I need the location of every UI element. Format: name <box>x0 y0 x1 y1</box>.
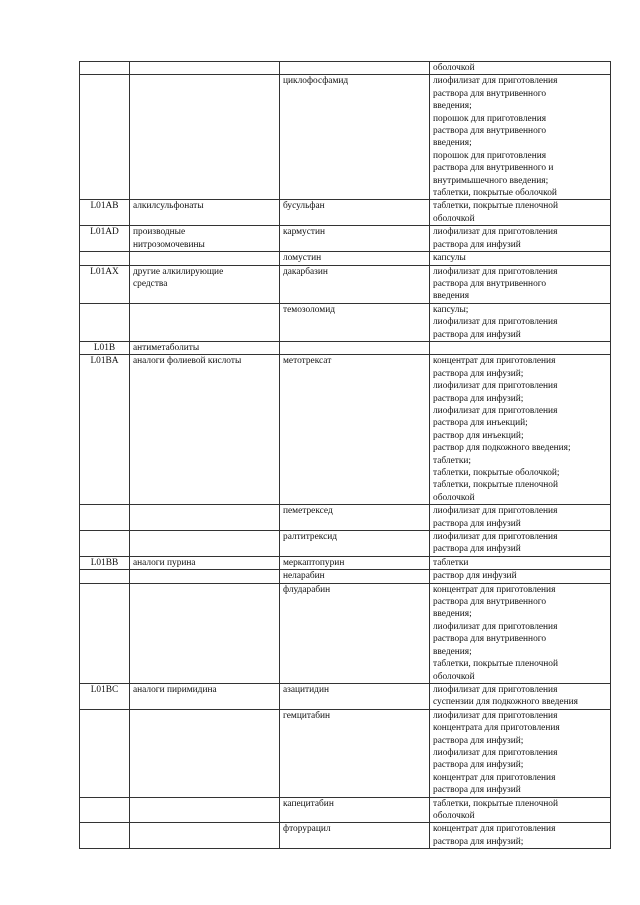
atc-code-cell: L01BB <box>80 556 130 569</box>
drug-name-cell: флударабин <box>280 583 430 683</box>
drug-name-cell: темозоломид <box>280 303 430 341</box>
dosage-forms-cell: таблетки, покрытые пленочной оболочкой <box>430 200 611 226</box>
atc-code-cell: L01AB <box>80 200 130 226</box>
drug-name-cell: пеметрексед <box>280 505 430 531</box>
pharm-group-cell: аналоги пурина <box>130 556 280 569</box>
drug-name-cell: метотрексат <box>280 355 430 505</box>
atc-code-cell: L01B <box>80 341 130 354</box>
atc-code-cell <box>80 709 130 797</box>
drug-name-cell: азацитидин <box>280 683 430 709</box>
dosage-forms-cell: лиофилизат для приготовления раствора для инфузий <box>430 505 611 531</box>
dosage-forms-cell: лиофилизат для приготовления раствора для внутривенного введения; порошок для приготовления раствора для внутривенного введения; порошок для приготовления раствора для внутривенного и внутримышечного введения; таблетки, покрытые оболочкой <box>430 75 611 200</box>
pharm-group-cell <box>130 823 280 849</box>
pharm-group-cell <box>130 709 280 797</box>
dosage-forms-cell: оболочкой <box>430 62 611 75</box>
table-row <box>80 341 611 354</box>
pharm-group-cell <box>130 505 280 531</box>
dosage-forms-cell: раствор для инфузий <box>430 570 611 583</box>
table-row <box>80 252 611 265</box>
drug-name-cell: ралтитрексид <box>280 531 430 557</box>
pharm-group-cell <box>130 570 280 583</box>
pharm-group-cell <box>130 583 280 683</box>
atc-code-cell: L01AX <box>80 265 130 303</box>
atc-code-cell: L01BC <box>80 683 130 709</box>
pharm-group-cell: аналоги пиримидина <box>130 683 280 709</box>
table-row <box>80 823 611 849</box>
atc-code-cell <box>80 75 130 200</box>
drug-name-cell <box>280 62 430 75</box>
pharm-group-cell: производные нитрозомочевины <box>130 226 280 252</box>
table-row <box>80 683 611 709</box>
pharm-group-cell: аналоги фолиевой кислоты <box>130 355 280 505</box>
dosage-forms-cell: концентрат для приготовления раствора для инфузий; <box>430 823 611 849</box>
atc-code-cell <box>80 583 130 683</box>
dosage-forms-cell: капсулы <box>430 252 611 265</box>
drug-name-cell: меркаптопурин <box>280 556 430 569</box>
atc-code-cell <box>80 505 130 531</box>
table-row <box>80 355 611 505</box>
dosage-forms-cell: лиофилизат для приготовления концентрата для приготовления раствора для инфузий; лиофилизат для приготовления раствора для инфузий; концентрат для приготовления раствора для инфузий <box>430 709 611 797</box>
pharm-group-cell: другие алкилирующие средства <box>130 265 280 303</box>
atc-code-cell <box>80 531 130 557</box>
atc-code-cell <box>80 303 130 341</box>
drug-name-cell <box>280 341 430 354</box>
pharm-group-cell <box>130 62 280 75</box>
drug-name-cell: гемцитабин <box>280 709 430 797</box>
drug-name-cell: фторурацил <box>280 823 430 849</box>
drug-name-cell: бусульфан <box>280 200 430 226</box>
table-row <box>80 75 611 200</box>
pharm-group-cell <box>130 75 280 200</box>
dosage-forms-cell: лиофилизат для приготовления раствора для внутривенного введения <box>430 265 611 303</box>
table-row <box>80 226 611 252</box>
dosage-forms-cell: таблетки, покрытые пленочной оболочкой <box>430 797 611 823</box>
table-row <box>80 583 611 683</box>
pharm-group-cell: алкилсульфонаты <box>130 200 280 226</box>
atc-code-cell <box>80 797 130 823</box>
dosage-forms-cell: лиофилизат для приготовления раствора для инфузий <box>430 226 611 252</box>
table-row <box>80 531 611 557</box>
atc-code-cell: L01AD <box>80 226 130 252</box>
table-row <box>80 200 611 226</box>
dosage-forms-cell: лиофилизат для приготовления суспензии для подкожного введения <box>430 683 611 709</box>
atc-code-cell <box>80 252 130 265</box>
drug-name-cell: неларабин <box>280 570 430 583</box>
table-row <box>80 709 611 797</box>
table-row <box>80 570 611 583</box>
table-row <box>80 556 611 569</box>
dosage-forms-cell: лиофилизат для приготовления раствора для инфузий <box>430 531 611 557</box>
atc-code-cell <box>80 62 130 75</box>
table-row <box>80 303 611 341</box>
atc-code-cell <box>80 823 130 849</box>
table-row <box>80 505 611 531</box>
drug-name-cell: кармустин <box>280 226 430 252</box>
drug-name-cell: ломустин <box>280 252 430 265</box>
dosage-forms-cell: таблетки <box>430 556 611 569</box>
drug-name-cell: дакарбазин <box>280 265 430 303</box>
pharm-group-cell <box>130 797 280 823</box>
medication-table-body <box>80 62 611 849</box>
table-row <box>80 62 611 75</box>
dosage-forms-cell <box>430 341 611 354</box>
pharm-group-cell: антиметаболиты <box>130 341 280 354</box>
drug-name-cell: циклофосфамид <box>280 75 430 200</box>
medication-table <box>79 61 611 849</box>
drug-name-cell: капецитабин <box>280 797 430 823</box>
atc-code-cell <box>80 570 130 583</box>
table-row <box>80 265 611 303</box>
table-row <box>80 797 611 823</box>
dosage-forms-cell: капсулы; лиофилизат для приготовления раствора для инфузий <box>430 303 611 341</box>
atc-code-cell: L01BA <box>80 355 130 505</box>
pharm-group-cell <box>130 303 280 341</box>
pharm-group-cell <box>130 252 280 265</box>
dosage-forms-cell: концентрат для приготовления раствора для инфузий; лиофилизат для приготовления раствора для инфузий; лиофилизат для приготовления раствора для инъекций; раствор для инъекций; раствор для подкожного введения; таблетки; таблетки, покрытые оболочкой; таблетки, покрытые пленочной оболочкой <box>430 355 611 505</box>
pharm-group-cell <box>130 531 280 557</box>
dosage-forms-cell: концентрат для приготовления раствора для внутривенного введения; лиофилизат для приготовления раствора для внутривенного введения; таблетки, покрытые пленочной оболочкой <box>430 583 611 683</box>
